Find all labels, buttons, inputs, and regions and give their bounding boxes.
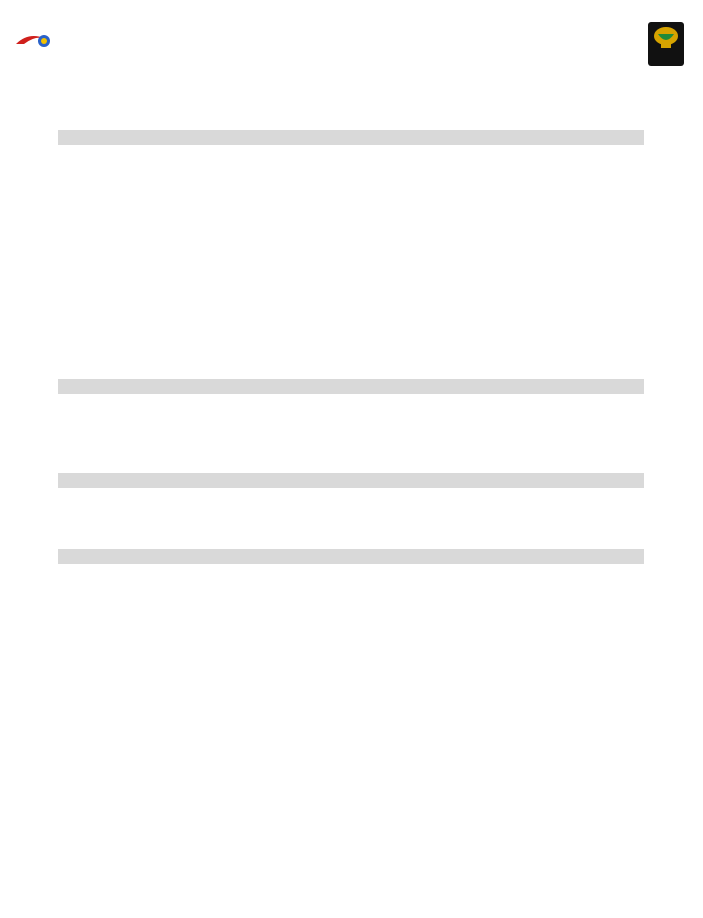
section-bar-finance: [58, 379, 644, 394]
totalenergies-logo-icon: [14, 32, 56, 50]
section-bar-travel: [58, 130, 644, 145]
section-bar-legal: [58, 473, 644, 488]
afcon-trophy-logo-icon: [646, 22, 686, 66]
top-pattern-strip: [0, 0, 703, 18]
zigzag-pattern-band: [0, 74, 703, 104]
bottom-pattern-strip: [0, 872, 703, 918]
section-bar-caf-office: [58, 549, 644, 564]
sponsor-brand: [14, 32, 56, 50]
